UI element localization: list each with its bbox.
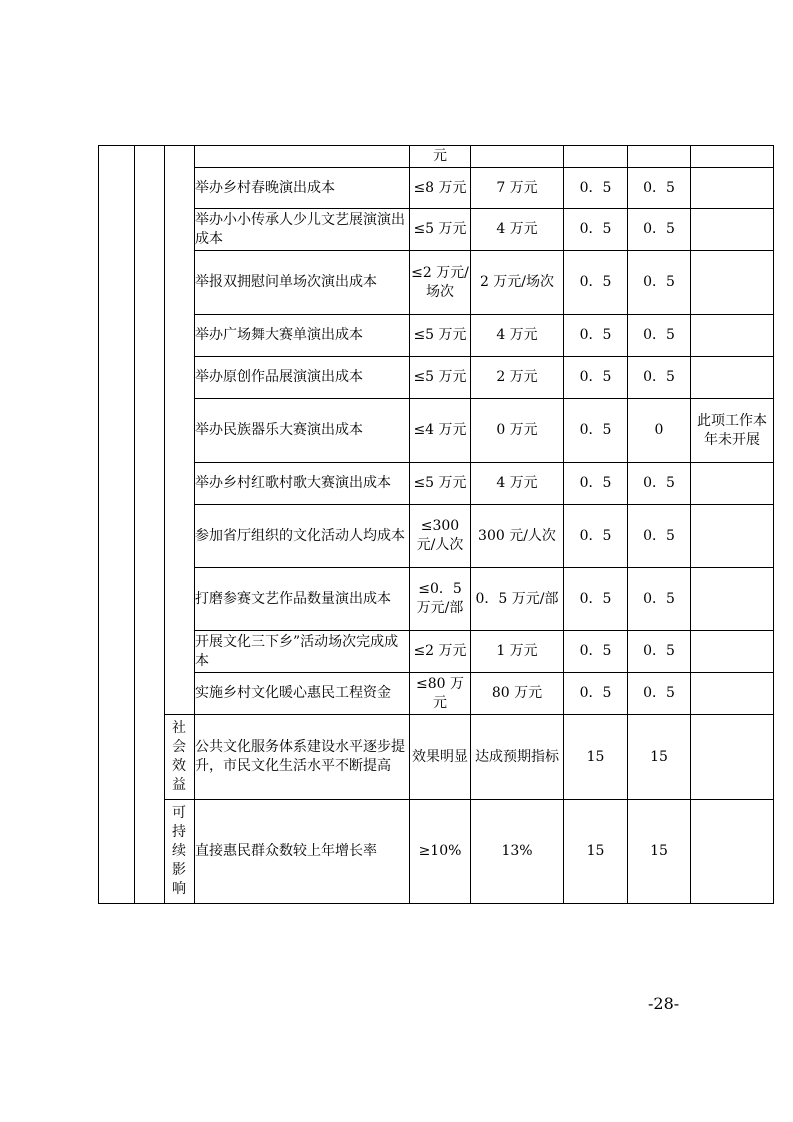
note-value: [691, 505, 774, 568]
score-value: 0．5: [628, 568, 691, 631]
actual-value: 4 万元: [471, 315, 564, 357]
indicator-name: 直接惠民群众数较上年增长率: [195, 800, 410, 904]
weight-value: 0．5: [564, 209, 628, 251]
note-value: [691, 168, 774, 209]
indicator-name: 公共文化服务体系建设水平逐步提升，市民文化生活水平不断提高: [195, 715, 410, 800]
category-level1-cell: [99, 146, 135, 904]
target-value: ≤300 元/人次: [410, 505, 471, 568]
actual-value: 0．5 万元/部: [471, 568, 564, 631]
category-level3-cell: [165, 146, 195, 715]
target-value: ≤4 万元: [410, 399, 471, 463]
score-value: 15: [628, 800, 691, 904]
weight-value: 0．5: [564, 357, 628, 399]
target-value: ≤5 万元: [410, 463, 471, 505]
weight-value: 0．5: [564, 568, 628, 631]
note-value: [691, 315, 774, 357]
score-value: 0．5: [628, 631, 691, 673]
weight-value: 15: [564, 715, 628, 800]
weight-value: 15: [564, 800, 628, 904]
weight-value: [564, 146, 628, 168]
target-value: ≤5 万元: [410, 357, 471, 399]
page-number: -28-: [648, 994, 680, 1013]
target-value: ≤0．5 万元/部: [410, 568, 471, 631]
note-value: [691, 673, 774, 715]
score-value: 15: [628, 715, 691, 800]
indicator-name: [195, 146, 410, 168]
actual-value: 80 万元: [471, 673, 564, 715]
score-value: 0．5: [628, 251, 691, 315]
score-value: 0．5: [628, 463, 691, 505]
score-value: 0．5: [628, 315, 691, 357]
score-value: 0．5: [628, 168, 691, 209]
indicator-name: 举报双拥慰问单场次演出成本: [195, 251, 410, 315]
table-row: [99, 315, 774, 357]
table-row: [99, 357, 774, 399]
actual-value: 达成预期指标: [471, 715, 564, 800]
target-value: 元: [410, 146, 471, 168]
target-value: ≤8 万元: [410, 168, 471, 209]
social-benefit-row: [99, 715, 774, 800]
actual-value: 0 万元: [471, 399, 564, 463]
note-value: 此项工作本年未开展: [691, 399, 774, 463]
note-value: [691, 146, 774, 168]
target-value: ≤2 万元/场次: [410, 251, 471, 315]
weight-value: 0．5: [564, 673, 628, 715]
score-value: 0．5: [628, 357, 691, 399]
indicator-name: 举办民族器乐大赛演出成本: [195, 399, 410, 463]
indicator-name: 开展文化三下乡”活动场次完成成本: [195, 631, 410, 673]
indicator-name: 举办原创作品展演演出成本: [195, 357, 410, 399]
actual-value: 2 万元/场次: [471, 251, 564, 315]
weight-value: 0．5: [564, 168, 628, 209]
performance-table: [98, 145, 774, 904]
table-row: [99, 399, 774, 463]
indicator-name: 举办广场舞大赛单演出成本: [195, 315, 410, 357]
actual-value: 7 万元: [471, 168, 564, 209]
indicator-name: 打磨参赛文艺作品数量演出成本: [195, 568, 410, 631]
table-row: [99, 209, 774, 251]
table-row: [99, 631, 774, 673]
score-value: 0．5: [628, 505, 691, 568]
social-benefit-label: 社会效益: [165, 715, 195, 800]
indicator-name: 举办乡村春晚演出成本: [195, 168, 410, 209]
target-value: ≤80 万元: [410, 673, 471, 715]
table-row: [99, 251, 774, 315]
table-row: [99, 146, 774, 168]
score-value: 0: [628, 399, 691, 463]
note-value: [691, 800, 774, 904]
score-value: 0．5: [628, 673, 691, 715]
target-value: 效果明显: [410, 715, 471, 800]
sustainability-label: 可持续影响: [165, 800, 195, 904]
weight-value: 0．5: [564, 631, 628, 673]
note-value: [691, 463, 774, 505]
actual-value: 4 万元: [471, 463, 564, 505]
target-value: ≤5 万元: [410, 315, 471, 357]
weight-value: 0．5: [564, 399, 628, 463]
sustainability-row: [99, 800, 774, 904]
target-value: ≤2 万元: [410, 631, 471, 673]
score-value: [628, 146, 691, 168]
indicator-name: 举办小小传承人少儿文艺展演演出成本: [195, 209, 410, 251]
note-value: [691, 209, 774, 251]
actual-value: 2 万元: [471, 357, 564, 399]
weight-value: 0．5: [564, 315, 628, 357]
indicator-name: 实施乡村文化暖心惠民工程资金: [195, 673, 410, 715]
actual-value: 300 元/人次: [471, 505, 564, 568]
table-row: [99, 168, 774, 209]
table-row: [99, 568, 774, 631]
note-value: [691, 357, 774, 399]
actual-value: 1 万元: [471, 631, 564, 673]
note-value: [691, 715, 774, 800]
score-value: 0．5: [628, 209, 691, 251]
table-row: [99, 673, 774, 715]
note-value: [691, 631, 774, 673]
target-value: ≤5 万元: [410, 209, 471, 251]
table-row: [99, 505, 774, 568]
note-value: [691, 251, 774, 315]
indicator-name: 举办乡村红歌村歌大赛演出成本: [195, 463, 410, 505]
table-row: [99, 463, 774, 505]
actual-value: [471, 146, 564, 168]
weight-value: 0．5: [564, 463, 628, 505]
actual-value: 13%: [471, 800, 564, 904]
category-level2-cell: [135, 146, 165, 904]
indicator-name: 参加省厅组织的文化活动人均成本: [195, 505, 410, 568]
target-value: ≥10%: [410, 800, 471, 904]
note-value: [691, 568, 774, 631]
weight-value: 0．5: [564, 251, 628, 315]
actual-value: 4 万元: [471, 209, 564, 251]
weight-value: 0．5: [564, 505, 628, 568]
